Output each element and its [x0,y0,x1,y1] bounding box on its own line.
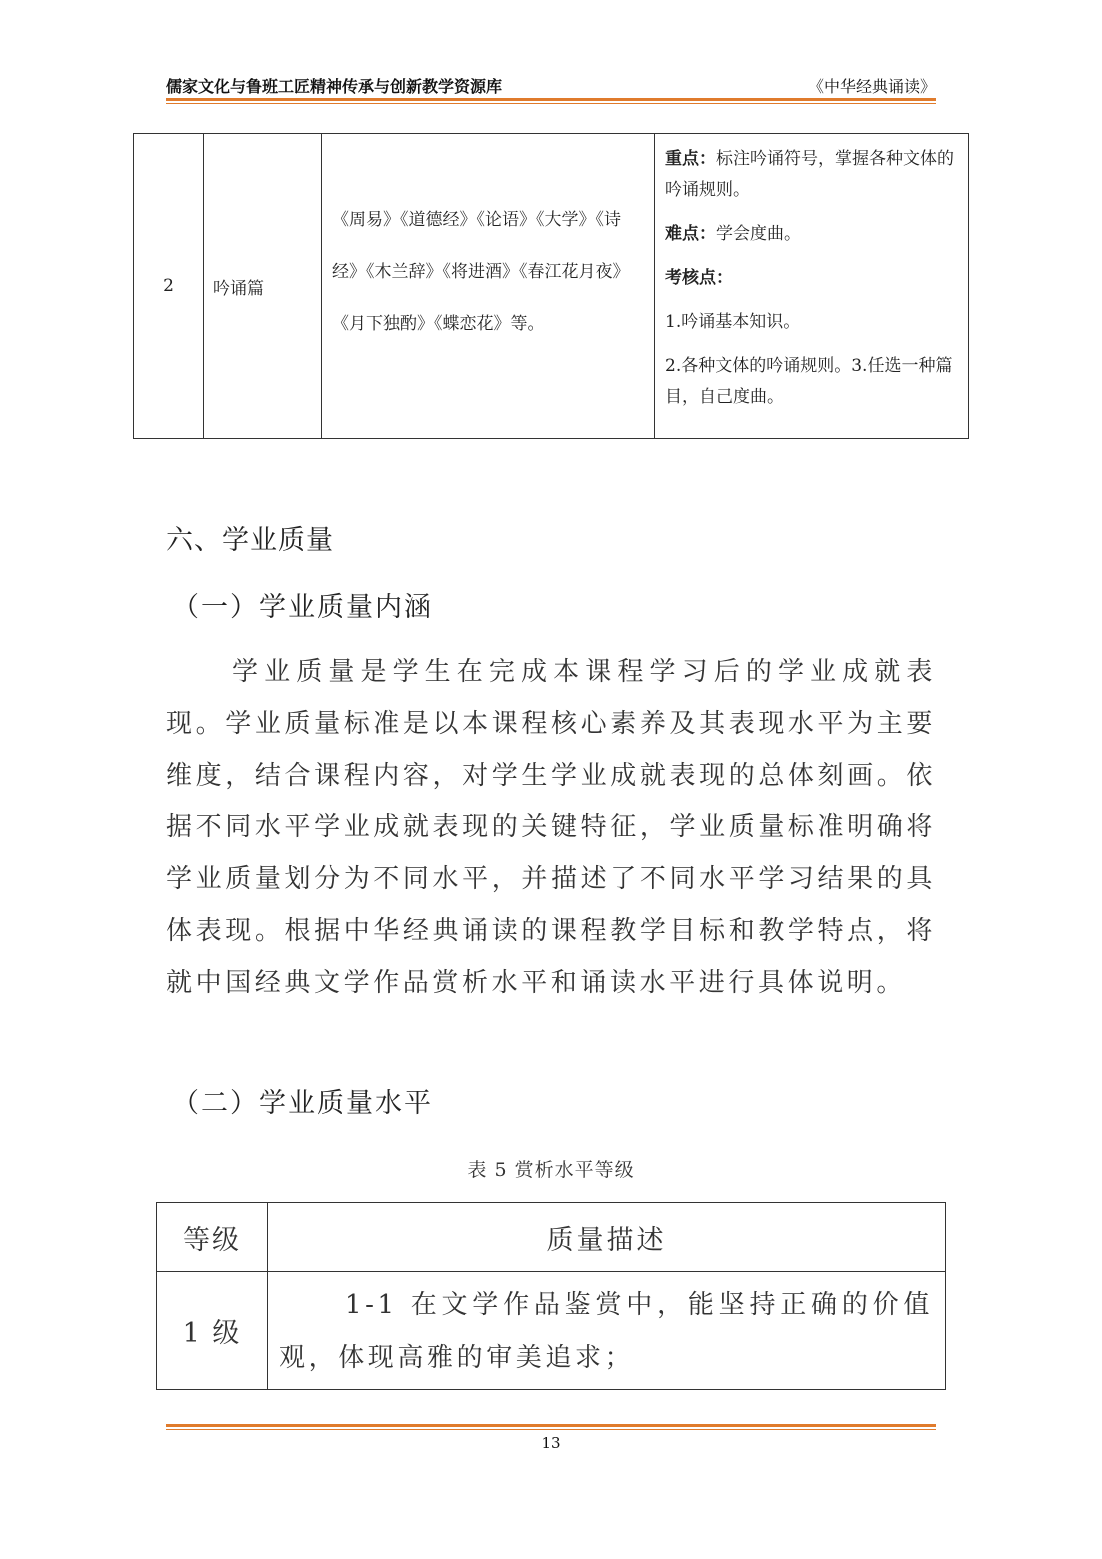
header-title: 儒家文化与鲁班工匠精神传承与创新教学资源库 [166,77,503,96]
row-description: 1-1 在文学作品鉴赏中，能坚持正确的价值观，体现高雅的审美追求； [279,1290,933,1373]
table-caption: 表 5 赏析水平等级 [467,1159,635,1181]
module-name: 吟诵篇 [204,134,322,438]
subsection-heading-2: （二）学业质量水平 [172,1088,433,1119]
assessment-item-1: 1.吟诵基本知识。 [665,312,801,332]
difficulty-label: 难点： [665,224,716,244]
header-level: 等级 [183,1224,241,1256]
key-point-label: 重点： [665,149,716,169]
row-level: 1 级 [182,1318,242,1349]
module-works: 《周易》《道德经》《论语》《大学》《诗经》《木兰辞》《将进酒》《春江花月夜》《月下独酌》《蝶恋花》等。 [322,134,655,438]
module-notes [655,134,968,438]
key-point-text: 标注吟诵符号，掌握各种文体的吟诵规则。 [665,149,954,200]
header-rule-thick [166,98,936,101]
row-number: 2 [134,134,204,438]
body-paragraph: 学业质量是学生在完成本课程学习后的学业成就表现。学业质量标准是以本课程核心素养及其表现水平为主要维度，结合课程内容，对学生学业成就表现的总体刻画。依据不同水平学业成就表现的关键特征，学业质量标准明确将学业质量划分为不同水平，并描述了不同水平学习结果的具体表现。根据中华经典诵读的课程教学目标和教学特点，将就中国经典文学作品赏析水平和诵读水平进行具体说明。 [166,657,936,998]
header-book-title: 《中华经典诵读》 [808,77,937,96]
assessment-label: 考核点： [665,268,733,288]
difficulty-text: 学会度曲。 [716,224,801,244]
subsection-heading-1: （一）学业质量内涵 [172,592,433,623]
course-content-table [133,133,969,439]
header-rule-thin [166,103,936,104]
footer-rule-thick [166,1424,936,1427]
assessment-item-2: 2.各种文体的吟诵规则。3.任选一种篇目，自己度曲。 [665,356,953,407]
page-number: 13 [541,1434,561,1452]
section-heading: 六、学业质量 [166,525,334,556]
footer-rule-thin [166,1429,936,1430]
appreciation-level-table [156,1202,946,1390]
header-description: 质量描述 [546,1224,667,1256]
table-row-divider [157,1271,945,1272]
